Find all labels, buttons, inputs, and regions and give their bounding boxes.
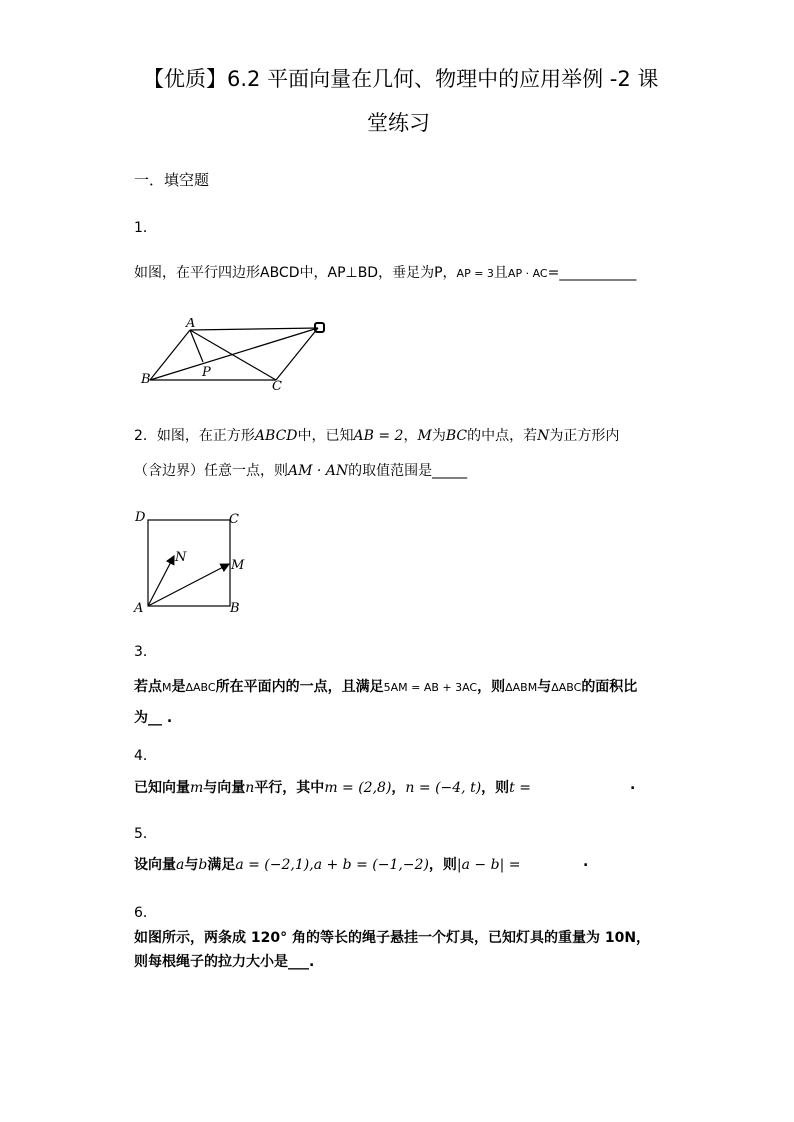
q2-text: 为 (431, 428, 446, 444)
q4-vector-n: n (245, 780, 255, 796)
q2-line-1 (134, 425, 619, 445)
q3-text: 与 (537, 679, 552, 695)
q1-text-c: =___________ (547, 265, 637, 281)
q3-text: ，则 (477, 679, 506, 695)
q2-vector-am (148, 564, 229, 606)
q2-math-bc: BC (445, 428, 468, 444)
q1-label-a: A (186, 318, 196, 331)
page-title-line-2: 堂练习 (367, 111, 430, 135)
q5-text: 设向量 (134, 857, 176, 873)
q1-edge-ab (150, 330, 190, 380)
q2-text: 为正方形内 (549, 428, 620, 444)
q2-number: 2． (134, 428, 157, 444)
q4-line (134, 777, 531, 797)
q3-text: 若点 (134, 679, 162, 695)
q2-label-c: C (229, 512, 239, 527)
q2-dot-product: AM · AN (288, 463, 349, 479)
q2-math-ab: AB = 2 (353, 428, 404, 444)
q2-label-n: N (175, 550, 187, 565)
q3-text: 的面积比 (581, 679, 638, 695)
q5-vector-a: a (176, 857, 185, 873)
q3-line-1 (134, 676, 637, 696)
q1-edge-cd (276, 328, 318, 380)
q3-math-m: M (162, 681, 172, 694)
q4-math-t: t = (509, 780, 531, 796)
q4-number: 4． (134, 748, 157, 764)
q2-text: 如图，在正方形 (156, 428, 255, 444)
q5-math-a-value: a = (−2,1), (235, 857, 314, 873)
q3-number: 3． (134, 644, 157, 660)
q2-square (148, 520, 230, 606)
q3-text: 是 (171, 679, 186, 695)
q5-math-sum: a + b = (−1,−2) (313, 857, 429, 873)
q6-line-2: 则每根绳子的拉力大小是___. (134, 954, 315, 970)
q1-text-b: 且 (493, 265, 508, 281)
q2-text: （含边界）任意一点，则 (134, 463, 288, 479)
q2-line-2 (134, 460, 467, 480)
q1-condition: AP = 3 (456, 267, 494, 280)
q1-parallelogram-figure (138, 318, 338, 392)
q1-diagonal-bd (150, 328, 318, 380)
q2-square-figure (130, 506, 250, 618)
q4-text: ， (391, 780, 406, 796)
q6-number: 6． (134, 905, 157, 921)
q2-math-abcd: ABCD (254, 428, 298, 444)
q3-text: 所在平面内的一点，且满足 (215, 679, 384, 695)
section-heading: 一．填空题 (134, 171, 210, 189)
q1-segment-ap (190, 330, 203, 362)
q1-text-a: 如图，在平行四边形ABCD中，AP⊥BD，垂足为P， (134, 265, 457, 281)
q4-text: 已知向量 (134, 780, 190, 796)
q3-math-equation: 5AM = AB + 3AC (383, 681, 478, 694)
q2-text: 的取值范围是_____ (348, 463, 468, 479)
q4-text: 平行，其中 (254, 780, 325, 796)
q2-label-d: D (135, 510, 146, 525)
q4-vector-m: m (190, 780, 204, 796)
q2-text: ， (403, 428, 418, 444)
q4-period: . (630, 777, 636, 793)
q5-number: 5． (134, 826, 157, 842)
page-title-line-1: 【优质】6.2 平面向量在几何、物理中的应用举例 -2 课 (143, 67, 659, 91)
q2-label-b: B (230, 601, 240, 616)
q5-line (134, 854, 520, 874)
q2-math-n: N (537, 428, 550, 444)
q1-label-c: C (272, 379, 282, 392)
q4-text: 与向量 (203, 780, 246, 796)
q5-vector-b: b (198, 857, 208, 873)
q3-line-2: 为__ . (134, 710, 173, 726)
q2-label-a: A (134, 601, 144, 616)
q1-edge-ad (190, 328, 318, 330)
q2-text: 中，已知 (297, 428, 354, 444)
q1-label-p: P (202, 365, 211, 380)
q2-text: 的中点，若 (467, 428, 538, 444)
q3-math-triangle-abc: ΔABC (551, 681, 582, 694)
q5-text: 满足 (207, 857, 236, 873)
q5-math-difference: |a − b| = (456, 857, 521, 873)
q3-math-triangle-abc: ΔABC (185, 681, 216, 694)
q1-text (134, 262, 636, 282)
q6-line-1: 如图所示，两条成 120° 角的等长的绳子悬挂一个灯具，已知灯具的重量为 10N， (134, 930, 651, 946)
q1-dot-product: AP · AC (507, 267, 548, 280)
q5-period: . (583, 854, 589, 870)
q1-number: 1． (134, 220, 157, 236)
q2-vector-an (148, 556, 174, 606)
q5-text: ，则 (428, 857, 457, 873)
q4-math-n-value: n = (−4, t) (405, 780, 482, 796)
q2-math-m: M (417, 428, 432, 444)
q3-math-triangle-abm: ΔABM (505, 681, 538, 694)
q1-label-b: B (141, 372, 151, 387)
q4-text: ，则 (481, 780, 510, 796)
q5-text: 与 (184, 857, 199, 873)
q4-math-m-value: m = (2,8) (324, 780, 392, 796)
q2-label-m: M (231, 558, 245, 573)
